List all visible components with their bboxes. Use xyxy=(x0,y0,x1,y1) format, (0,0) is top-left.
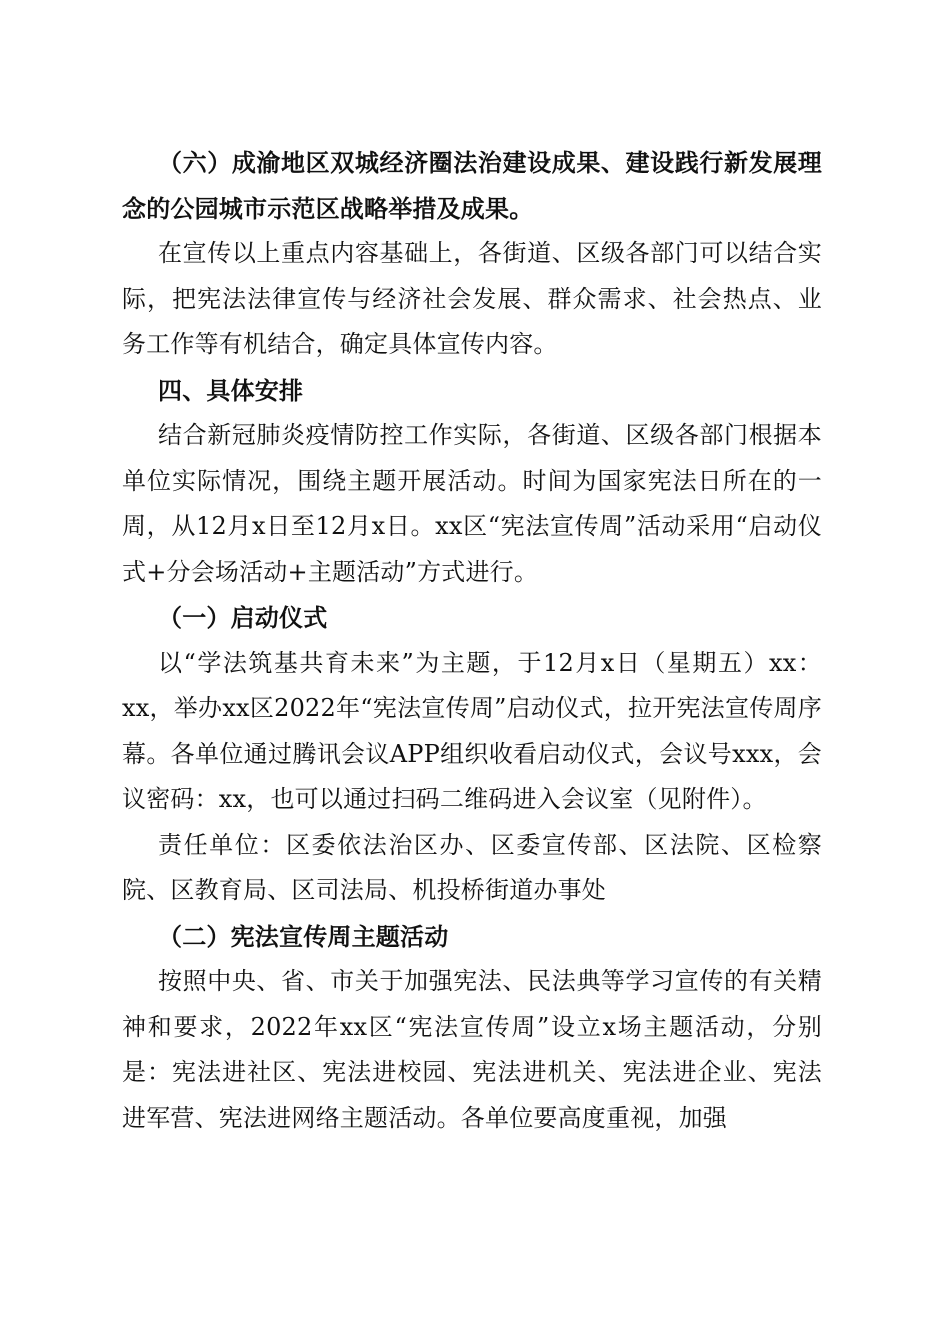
section-item-six: （六）成渝地区双城经济圈法治建设成果、建设践行新发展理念的公园城市示范区战略举措及成果。 xyxy=(122,148,822,223)
heading-specific-arrangements: 四、具体安排 xyxy=(158,375,304,405)
paragraph-launch-ceremony: 以“学法筑基共育未来”为主题，于12月x日（星期五）xx：xx，举办xx区2022年“宪法宣传周”启动仪式，拉开宪法宣传周序幕。各单位通过腾讯会议APP组织收看启动仪式，会议号xxx，会议密码：xx，也可以通过扫码二维码进入会议室（见附件）。 xyxy=(122,648,822,813)
document-body xyxy=(122,140,822,1141)
subheading-theme-activities: （二）宪法宣传周主题活动 xyxy=(158,921,449,951)
paragraph-theme-activities: 按照中央、省、市关于加强宪法、民法典等学习宣传的有关精神和要求，2022年xx区“宪法宣传周”设立x场主题活动，分别是：宪法进社区、宪法进校园、宪法进机关、宪法进企业、宪法进军营、宪法进网络主题活动。各单位要高度重视，加强 xyxy=(122,967,822,1132)
subheading-launch-ceremony: （一）启动仪式 xyxy=(158,603,328,632)
paragraph-content-focus: 在宣传以上重点内容基础上，各街道、区级各部门可以结合实际，把宪法法律宣传与经济社会发展、群众需求、社会热点、业务工作等有机结合，确定具体宣传内容。 xyxy=(122,239,822,358)
paragraph-arrangement-intro: 结合新冠肺炎疫情防控工作实际，各街道、区级各部门根据本单位实际情况，围绕主题开展活动。时间为国家宪法日所在的一周，从12月x日至12月x日。xx区“宪法宣传周”活动采用“启动仪式+分会场活动+主题活动”方式进行。 xyxy=(122,421,822,586)
paragraph-responsible-units: 责任单位：区委依法治区办、区委宣传部、区法院、区检察院、区教育局、区司法局、机投桥街道办事处 xyxy=(122,830,822,904)
